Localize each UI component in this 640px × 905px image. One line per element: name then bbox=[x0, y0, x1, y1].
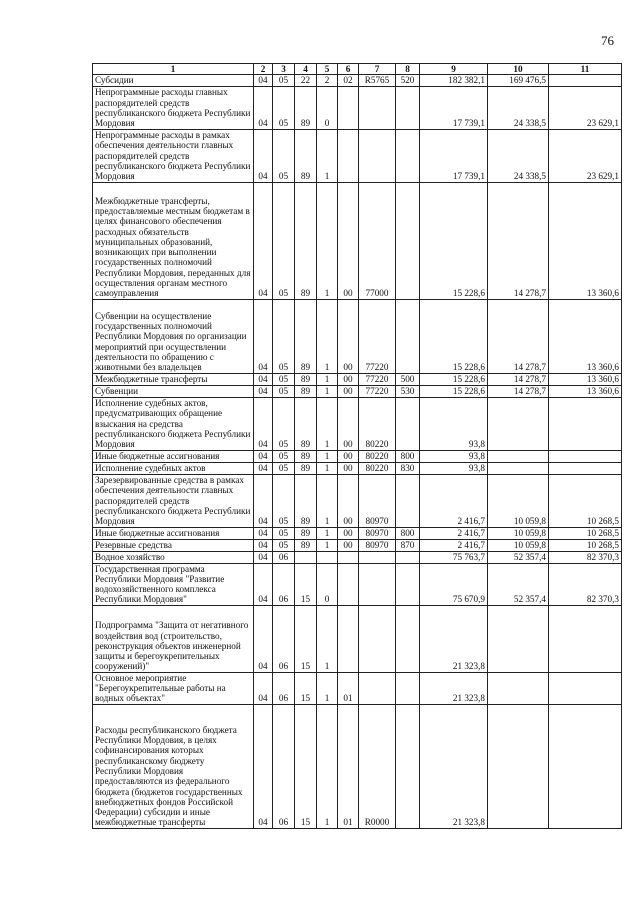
code-cell: 05 bbox=[273, 397, 295, 450]
code-cell: R0000 bbox=[359, 704, 396, 828]
code-cell: 04 bbox=[254, 86, 273, 129]
code-cell: 05 bbox=[273, 373, 295, 385]
table-row bbox=[93, 385, 622, 397]
table-row bbox=[93, 563, 622, 605]
code-cell: 05 bbox=[273, 182, 295, 299]
column-header: 11 bbox=[549, 64, 622, 75]
code-cell bbox=[396, 474, 420, 527]
code-cell: 1 bbox=[317, 397, 338, 450]
code-cell: 06 bbox=[273, 605, 295, 672]
code-cell: 0 bbox=[317, 563, 338, 605]
amount-cell: 17 739,1 bbox=[420, 86, 488, 129]
amount-cell bbox=[549, 462, 622, 474]
code-cell: 00 bbox=[338, 299, 359, 373]
amount-cell bbox=[488, 397, 549, 450]
amount-cell: 93,8 bbox=[420, 450, 488, 462]
amount-cell bbox=[488, 672, 549, 704]
amount-cell: 75 670,9 bbox=[420, 563, 488, 605]
amount-cell: 15 228,6 bbox=[420, 182, 488, 299]
code-cell: 1 bbox=[317, 373, 338, 385]
code-cell: 00 bbox=[338, 182, 359, 299]
code-cell: 77000 bbox=[359, 182, 396, 299]
amount-cell: 21 323,8 bbox=[420, 605, 488, 672]
code-cell bbox=[359, 605, 396, 672]
amount-cell: 13 360,6 bbox=[549, 299, 622, 373]
amount-cell bbox=[488, 462, 549, 474]
column-header: 9 bbox=[420, 64, 488, 75]
code-cell: 06 bbox=[273, 551, 295, 563]
table-row bbox=[93, 86, 622, 129]
amount-cell: 14 278,7 bbox=[488, 373, 549, 385]
code-cell bbox=[359, 129, 396, 182]
amount-cell bbox=[488, 704, 549, 828]
table-row bbox=[93, 672, 622, 704]
code-cell: 04 bbox=[254, 563, 273, 605]
code-cell: 05 bbox=[273, 129, 295, 182]
code-cell: 77220 bbox=[359, 299, 396, 373]
code-cell: 00 bbox=[338, 373, 359, 385]
column-header: 4 bbox=[295, 64, 317, 75]
amount-cell: 23 629,1 bbox=[549, 86, 622, 129]
code-cell: 06 bbox=[273, 672, 295, 704]
code-cell: 80220 bbox=[359, 450, 396, 462]
code-cell: 530 bbox=[396, 385, 420, 397]
code-cell: 00 bbox=[338, 397, 359, 450]
code-cell: 1 bbox=[317, 450, 338, 462]
code-cell: 2 bbox=[317, 75, 338, 86]
code-cell: 05 bbox=[273, 527, 295, 539]
amount-cell: 14 278,7 bbox=[488, 385, 549, 397]
code-cell: 04 bbox=[254, 551, 273, 563]
amount-cell bbox=[549, 672, 622, 704]
row-name: Зарезервированные средства в рамках обеспечения деятельности главных распорядителей средств республиканского бюджета Республики Мордовия bbox=[93, 474, 254, 527]
code-cell bbox=[338, 129, 359, 182]
row-name: Межбюджетные трансферты, предоставляемые местным бюджетам в целях финансового обеспечения расходных обязательств муниципальных образований, возникающих при выполнении государственных полномочий Республики Мордовия, переданных для осуществления органам местного самоуправления bbox=[93, 182, 254, 299]
code-cell: 89 bbox=[295, 129, 317, 182]
code-cell: 89 bbox=[295, 474, 317, 527]
code-cell: 1 bbox=[317, 474, 338, 527]
code-cell bbox=[396, 605, 420, 672]
table-row bbox=[93, 129, 622, 182]
code-cell bbox=[359, 551, 396, 563]
table-row bbox=[93, 474, 622, 527]
column-header: 1 bbox=[93, 64, 254, 75]
amount-cell: 23 629,1 bbox=[549, 129, 622, 182]
table-row bbox=[93, 397, 622, 450]
amount-cell bbox=[488, 450, 549, 462]
code-cell: 80970 bbox=[359, 527, 396, 539]
table-row bbox=[93, 605, 622, 672]
code-cell bbox=[295, 551, 317, 563]
table-row bbox=[93, 551, 622, 563]
amount-cell: 21 323,8 bbox=[420, 672, 488, 704]
amount-cell: 82 370,3 bbox=[549, 563, 622, 605]
code-cell: 80970 bbox=[359, 539, 396, 551]
amount-cell: 17 739,1 bbox=[420, 129, 488, 182]
code-cell: 89 bbox=[295, 385, 317, 397]
code-cell: 800 bbox=[396, 450, 420, 462]
code-cell: 80970 bbox=[359, 474, 396, 527]
code-cell: 04 bbox=[254, 299, 273, 373]
code-cell: 22 bbox=[295, 75, 317, 86]
code-cell: 1 bbox=[317, 539, 338, 551]
code-cell: 04 bbox=[254, 385, 273, 397]
code-cell bbox=[396, 86, 420, 129]
code-cell: 00 bbox=[338, 527, 359, 539]
code-cell: 04 bbox=[254, 474, 273, 527]
code-cell: 15 bbox=[295, 704, 317, 828]
row-name: Исполнение судебных актов, предусматривающих обращение взыскания на средства республиканского бюджета Республики Мордовия bbox=[93, 397, 254, 450]
code-cell: 80220 bbox=[359, 462, 396, 474]
code-cell: 04 bbox=[254, 450, 273, 462]
code-cell: 01 bbox=[338, 672, 359, 704]
code-cell bbox=[338, 605, 359, 672]
budget-table bbox=[92, 63, 622, 829]
amount-cell: 10 059,8 bbox=[488, 539, 549, 551]
amount-cell: 2 416,7 bbox=[420, 527, 488, 539]
code-cell: 05 bbox=[273, 86, 295, 129]
code-cell: 01 bbox=[338, 704, 359, 828]
amount-cell: 10 268,5 bbox=[549, 539, 622, 551]
code-cell: 04 bbox=[254, 462, 273, 474]
code-cell: 04 bbox=[254, 397, 273, 450]
amount-cell: 15 228,6 bbox=[420, 299, 488, 373]
code-cell bbox=[396, 704, 420, 828]
code-cell: 06 bbox=[273, 704, 295, 828]
code-cell bbox=[396, 182, 420, 299]
table-body bbox=[93, 64, 622, 829]
column-header: 2 bbox=[254, 64, 273, 75]
amount-cell bbox=[488, 605, 549, 672]
code-cell: 89 bbox=[295, 299, 317, 373]
code-cell: 04 bbox=[254, 129, 273, 182]
code-cell: 04 bbox=[254, 373, 273, 385]
amount-cell: 93,8 bbox=[420, 462, 488, 474]
code-cell: 800 bbox=[396, 527, 420, 539]
row-name: Расходы республиканского бюджета Республики Мордовия, в целях софинансирования которых республиканскому бюджету Республики Мордовия предоставляются из федерального бюджета (бюджетов государственных внебюджетных фондов Российской Федерации) субсидии и иные межбюджетные трансферты bbox=[93, 704, 254, 828]
amount-cell: 169 476,5 bbox=[488, 75, 549, 86]
code-cell: 1 bbox=[317, 129, 338, 182]
code-cell: 1 bbox=[317, 462, 338, 474]
column-header: 5 bbox=[317, 64, 338, 75]
amount-cell: 75 763,7 bbox=[420, 551, 488, 563]
row-name: Иные бюджетные ассигнования bbox=[93, 450, 254, 462]
code-cell: 1 bbox=[317, 672, 338, 704]
code-cell bbox=[359, 86, 396, 129]
column-header: 3 bbox=[273, 64, 295, 75]
row-name: Резервные средства bbox=[93, 539, 254, 551]
amount-cell: 14 278,7 bbox=[488, 182, 549, 299]
code-cell bbox=[396, 397, 420, 450]
amount-cell: 182 382,1 bbox=[420, 75, 488, 86]
row-name: Исполнение судебных актов bbox=[93, 462, 254, 474]
code-cell bbox=[359, 563, 396, 605]
amount-cell: 2 416,7 bbox=[420, 539, 488, 551]
amount-cell: 13 360,6 bbox=[549, 385, 622, 397]
code-cell: 05 bbox=[273, 75, 295, 86]
amount-cell: 52 357,4 bbox=[488, 551, 549, 563]
amount-cell bbox=[549, 704, 622, 828]
code-cell: 02 bbox=[338, 75, 359, 86]
amount-cell: 15 228,6 bbox=[420, 373, 488, 385]
amount-cell bbox=[549, 397, 622, 450]
code-cell: 80220 bbox=[359, 397, 396, 450]
code-cell: 77220 bbox=[359, 373, 396, 385]
amount-cell: 13 360,6 bbox=[549, 182, 622, 299]
code-cell: 05 bbox=[273, 385, 295, 397]
amount-cell bbox=[549, 450, 622, 462]
code-cell: 1 bbox=[317, 605, 338, 672]
code-cell: 1 bbox=[317, 527, 338, 539]
code-cell: 04 bbox=[254, 539, 273, 551]
row-name: Субсидии bbox=[93, 75, 254, 86]
code-cell: 00 bbox=[338, 474, 359, 527]
code-cell: 89 bbox=[295, 539, 317, 551]
code-cell: 04 bbox=[254, 182, 273, 299]
code-cell: 04 bbox=[254, 704, 273, 828]
row-name: Иные бюджетные ассигнования bbox=[93, 527, 254, 539]
code-cell: 1 bbox=[317, 704, 338, 828]
code-cell: 00 bbox=[338, 462, 359, 474]
column-header: 6 bbox=[338, 64, 359, 75]
amount-cell bbox=[549, 75, 622, 86]
code-cell: 89 bbox=[295, 450, 317, 462]
code-cell: 15 bbox=[295, 563, 317, 605]
code-cell bbox=[338, 551, 359, 563]
code-cell: 00 bbox=[338, 450, 359, 462]
row-name: Непрограммные расходы главных распорядителей средств республиканского бюджета Республики Мордовия bbox=[93, 86, 254, 129]
row-name: Субвенции на осуществление государственных полномочий Республики Мордовия по организации мероприятий при осуществлении деятельности по обращению с животными без владельцев bbox=[93, 299, 254, 373]
code-cell bbox=[338, 563, 359, 605]
code-cell: R5765 bbox=[359, 75, 396, 86]
code-cell: 77220 bbox=[359, 385, 396, 397]
code-cell: 15 bbox=[295, 605, 317, 672]
code-cell bbox=[396, 563, 420, 605]
code-cell: 89 bbox=[295, 397, 317, 450]
code-cell: 520 bbox=[396, 75, 420, 86]
column-header: 7 bbox=[359, 64, 396, 75]
code-cell: 05 bbox=[273, 299, 295, 373]
code-cell: 06 bbox=[273, 563, 295, 605]
amount-cell bbox=[549, 605, 622, 672]
code-cell: 870 bbox=[396, 539, 420, 551]
amount-cell: 82 370,3 bbox=[549, 551, 622, 563]
code-cell bbox=[396, 551, 420, 563]
code-cell: 05 bbox=[273, 462, 295, 474]
amount-cell: 10 268,5 bbox=[549, 527, 622, 539]
code-cell: 830 bbox=[396, 462, 420, 474]
code-cell: 1 bbox=[317, 182, 338, 299]
table-row bbox=[93, 704, 622, 828]
row-name: Непрограммные расходы в рамках обеспечения деятельности главных распорядителей средств республиканского бюджета Республики Мордовия bbox=[93, 129, 254, 182]
amount-cell: 10 059,8 bbox=[488, 474, 549, 527]
amount-cell: 14 278,7 bbox=[488, 299, 549, 373]
row-name: Государственная программа Республики Мордовия "Развитие водохозяйственного комплекса Республики Мордовия" bbox=[93, 563, 254, 605]
code-cell bbox=[396, 299, 420, 373]
code-cell bbox=[396, 672, 420, 704]
table-row bbox=[93, 539, 622, 551]
code-cell: 00 bbox=[338, 385, 359, 397]
code-cell: 04 bbox=[254, 527, 273, 539]
code-cell: 15 bbox=[295, 672, 317, 704]
code-cell: 00 bbox=[338, 539, 359, 551]
amount-cell: 24 338,5 bbox=[488, 129, 549, 182]
code-cell bbox=[359, 672, 396, 704]
code-cell: 1 bbox=[317, 299, 338, 373]
column-header: 10 bbox=[488, 64, 549, 75]
amount-cell: 15 228,6 bbox=[420, 385, 488, 397]
code-cell: 05 bbox=[273, 539, 295, 551]
column-header: 8 bbox=[396, 64, 420, 75]
code-cell: 05 bbox=[273, 450, 295, 462]
code-cell: 89 bbox=[295, 182, 317, 299]
code-cell: 04 bbox=[254, 75, 273, 86]
amount-cell: 52 357,4 bbox=[488, 563, 549, 605]
page-number: 76 bbox=[601, 33, 614, 48]
amount-cell: 2 416,7 bbox=[420, 474, 488, 527]
table-row bbox=[93, 299, 622, 373]
table-row bbox=[93, 527, 622, 539]
code-cell bbox=[317, 551, 338, 563]
code-cell bbox=[396, 129, 420, 182]
amount-cell: 93,8 bbox=[420, 397, 488, 450]
code-cell: 89 bbox=[295, 86, 317, 129]
row-name: Подпрограмма "Защита от негативного воздействия вод (строительство, реконструкция объектов инженерной защиты и берегоукрепительных сооружений)" bbox=[93, 605, 254, 672]
code-cell: 89 bbox=[295, 527, 317, 539]
row-name: Субвенции bbox=[93, 385, 254, 397]
code-cell: 05 bbox=[273, 474, 295, 527]
code-cell: 89 bbox=[295, 373, 317, 385]
header-row bbox=[93, 64, 622, 75]
row-name: Водное хозяйство bbox=[93, 551, 254, 563]
code-cell: 1 bbox=[317, 385, 338, 397]
row-name: Межбюджетные трансферты bbox=[93, 373, 254, 385]
code-cell: 89 bbox=[295, 462, 317, 474]
code-cell bbox=[338, 86, 359, 129]
row-name: Основное мероприятие "Берегоукрепительные работы на водных объектах" bbox=[93, 672, 254, 704]
amount-cell: 10 268,5 bbox=[549, 474, 622, 527]
amount-cell: 21 323,8 bbox=[420, 704, 488, 828]
table-row bbox=[93, 75, 622, 86]
amount-cell: 24 338,5 bbox=[488, 86, 549, 129]
code-cell: 04 bbox=[254, 605, 273, 672]
table-row bbox=[93, 182, 622, 299]
amount-cell: 10 059,8 bbox=[488, 527, 549, 539]
amount-cell: 13 360,6 bbox=[549, 373, 622, 385]
code-cell: 500 bbox=[396, 373, 420, 385]
table-row bbox=[93, 462, 622, 474]
code-cell: 0 bbox=[317, 86, 338, 129]
code-cell: 04 bbox=[254, 672, 273, 704]
table-row bbox=[93, 373, 622, 385]
table-row bbox=[93, 450, 622, 462]
